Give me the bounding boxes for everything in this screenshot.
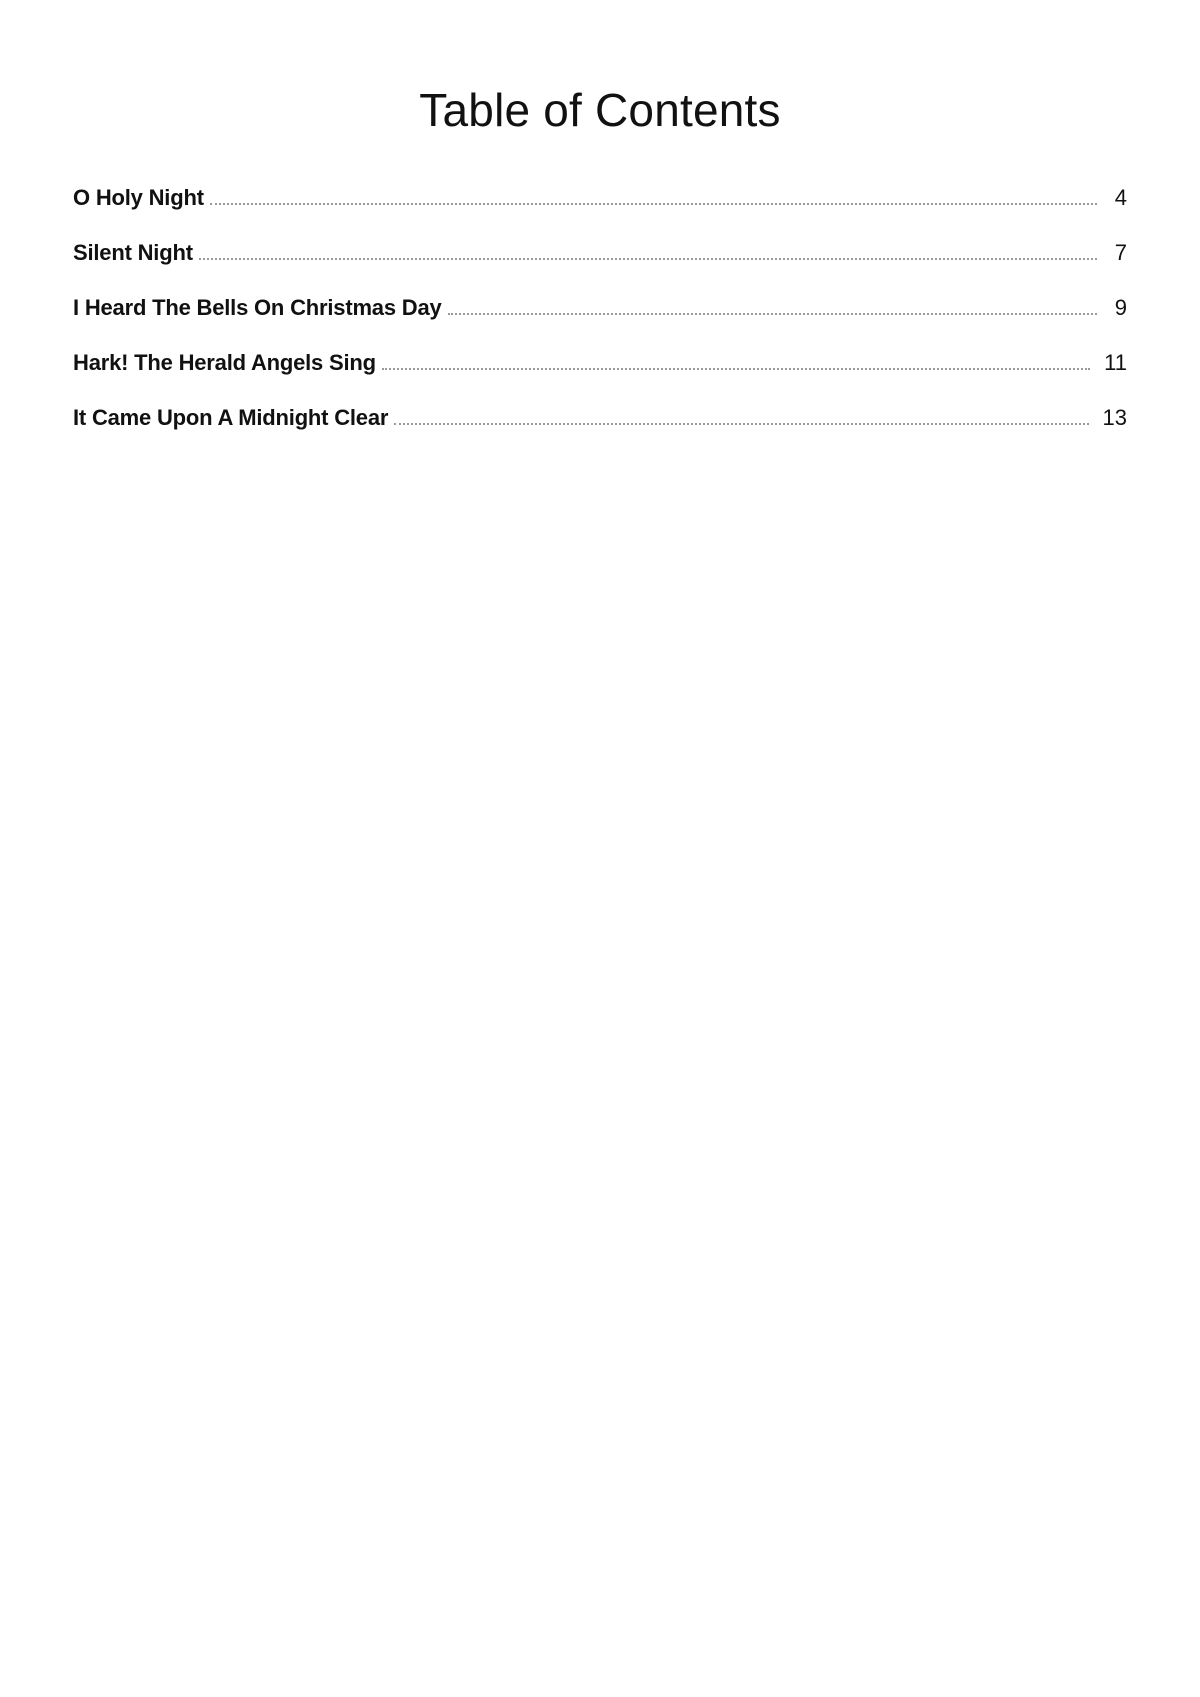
dot-leader [210,203,1097,205]
dot-leader [394,423,1088,425]
toc-list [73,170,1127,445]
toc-entry-page-number[interactable]: 9 [1114,295,1127,320]
toc-entry-title[interactable]: O Holy Night [73,185,204,210]
toc-entry-title[interactable]: Silent Night [73,240,193,265]
toc-entry-title[interactable]: Hark! The Herald Angels Sing [73,350,376,375]
dot-leader [199,258,1097,260]
toc-entry-page-number[interactable]: 4 [1114,185,1127,210]
toc-entry-page-number[interactable]: 13 [1102,405,1127,430]
toc-entry-page-number[interactable]: 7 [1114,240,1127,265]
toc-entry-page-number[interactable]: 11 [1104,350,1127,375]
toc-entry-o-holy-night[interactable] [73,170,1127,225]
page-title: Table of Contents [419,84,781,136]
toc-entry-title[interactable]: It Came Upon A Midnight Clear [73,405,389,430]
toc-entry-it-came-upon[interactable] [73,390,1127,445]
toc-entry-i-heard-the-bells[interactable] [73,280,1127,335]
toc-entry-hark-the-herald[interactable] [73,335,1127,390]
dot-leader [382,368,1090,370]
toc-entry-title[interactable]: I Heard The Bells On Christmas Day [73,295,442,320]
dot-leader [448,313,1097,315]
toc-entry-silent-night[interactable] [73,225,1127,280]
